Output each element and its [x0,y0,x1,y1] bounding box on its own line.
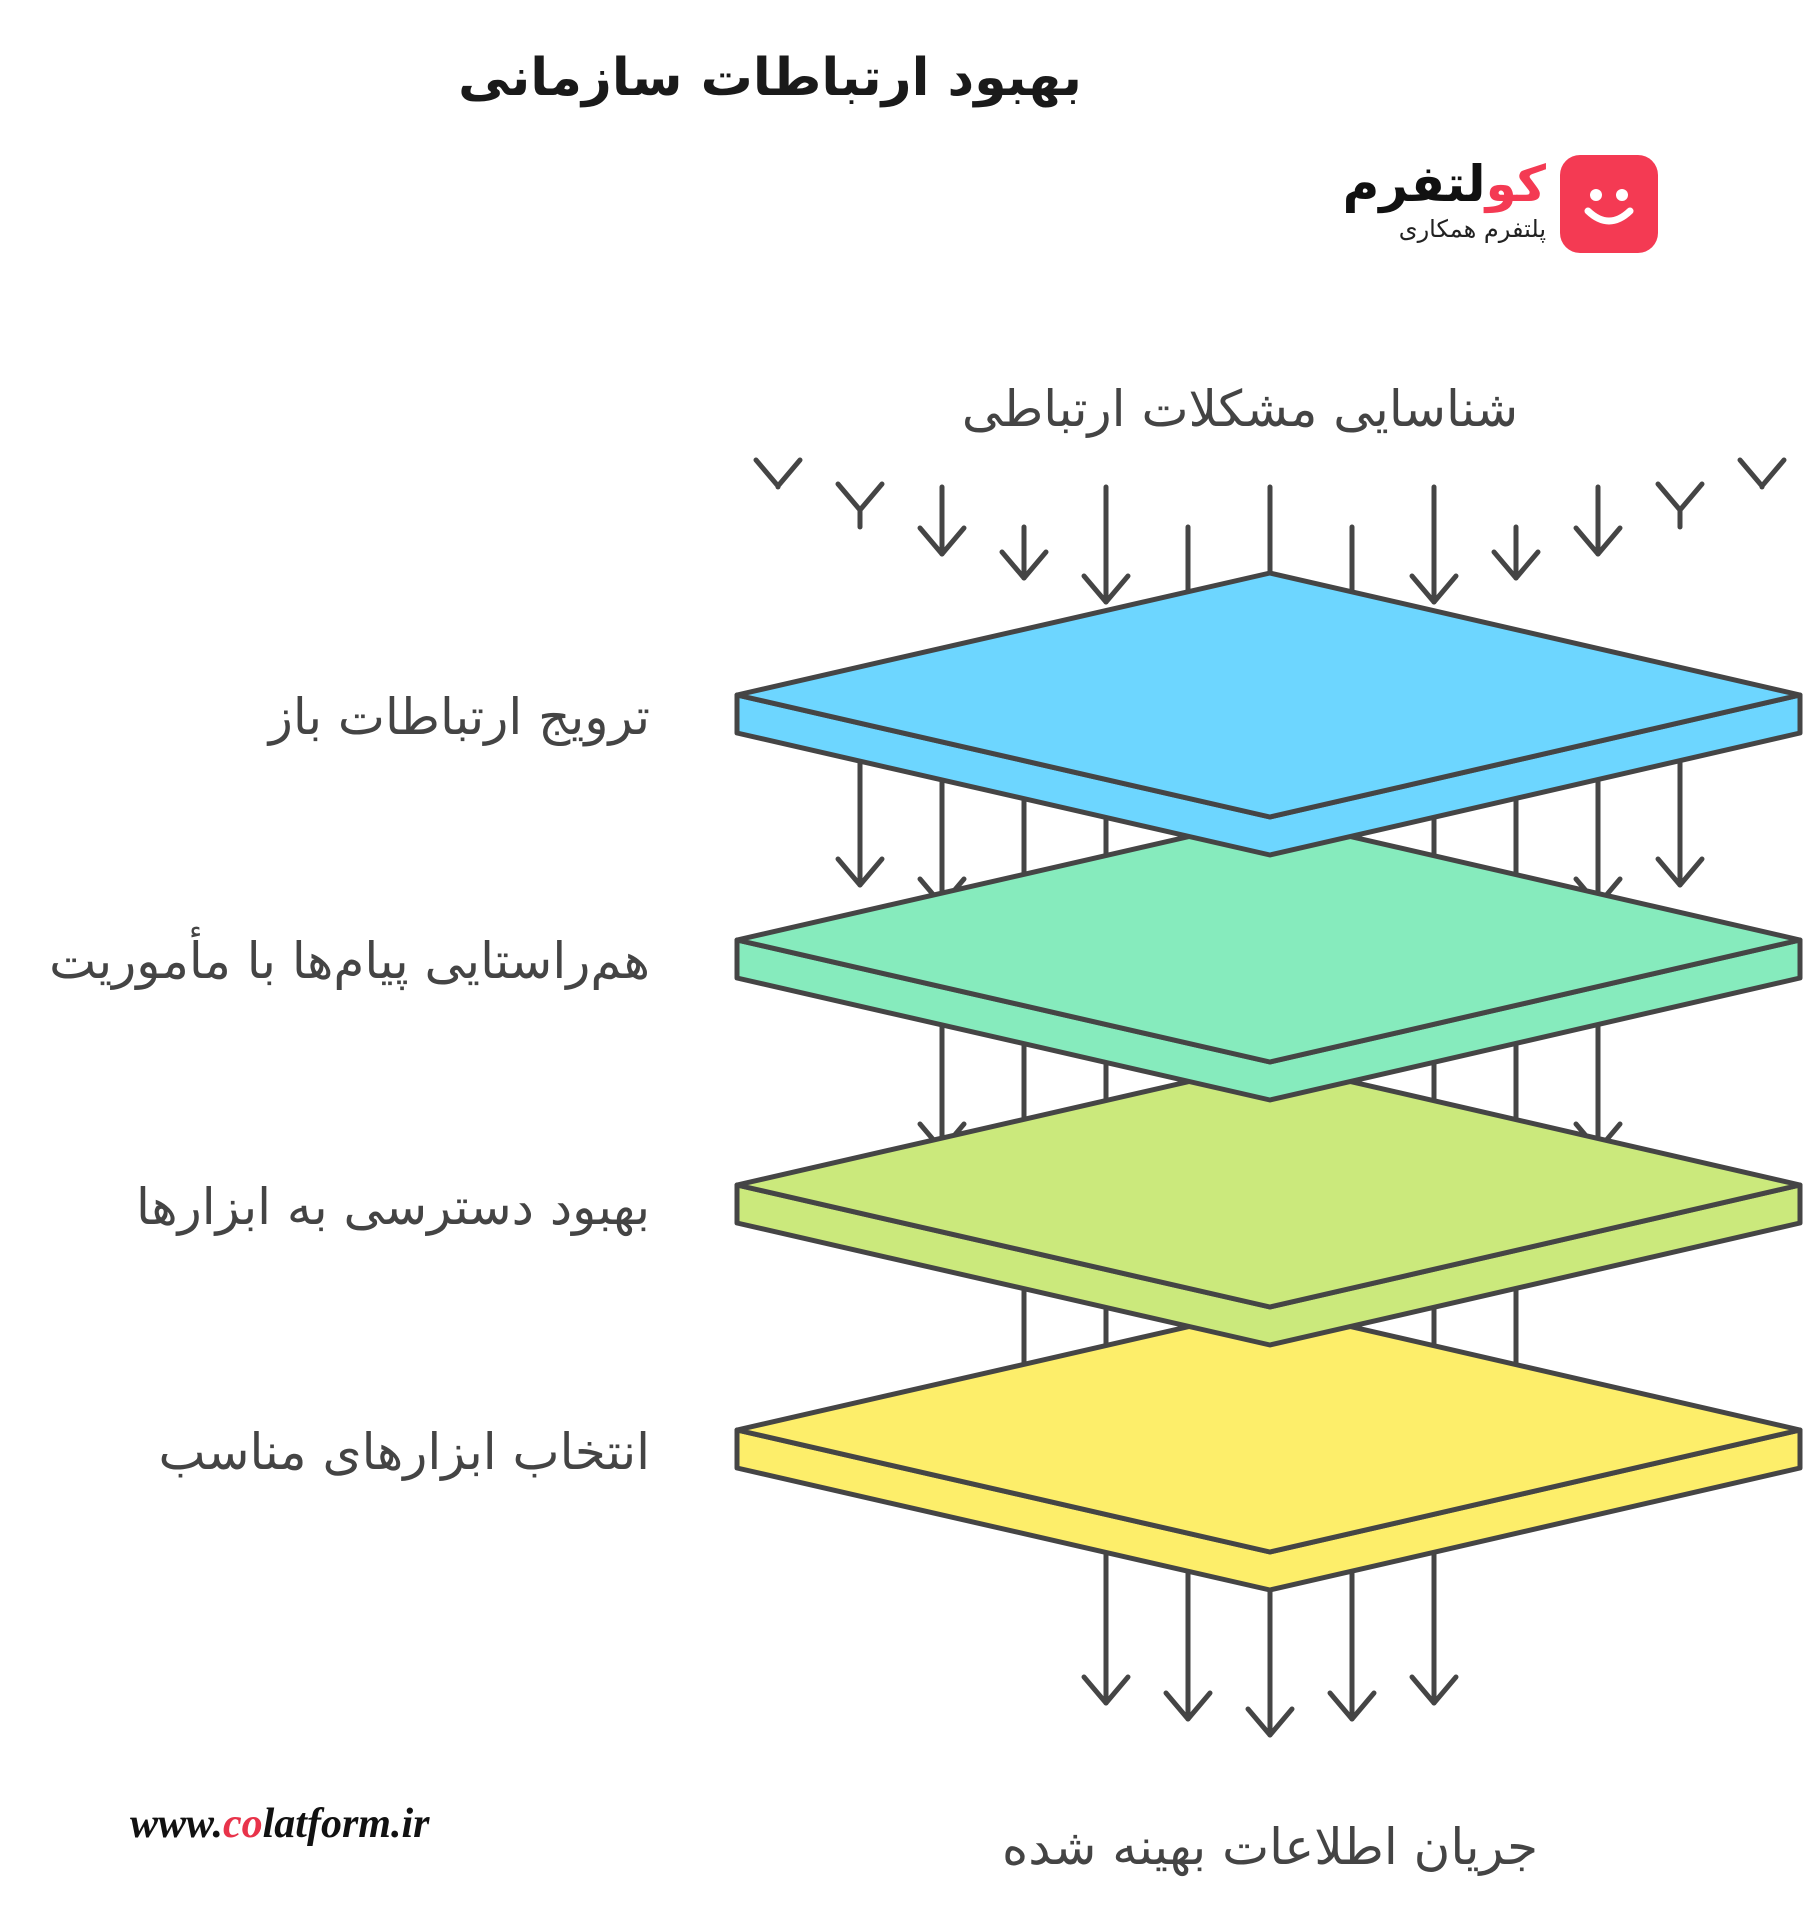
arrow-0-8 [1412,487,1456,602]
layer-3 [737,1063,1800,1345]
layer-label-2: هم‌راستایی پیام‌ها با مأموریت [49,932,650,990]
layer-2 [737,818,1800,1100]
website-url[interactable] [130,1800,430,1848]
arrow-0-11 [1658,484,1702,527]
arrow-4-3 [1330,1570,1374,1719]
layer-label-1: ترویج ارتباطات باز [268,688,650,746]
arrow-0-10 [1576,487,1620,554]
arrow-4-0 [1084,1550,1128,1703]
arrow-2-0 [920,1020,964,1150]
layers-group [737,573,1800,1590]
bottom-label: جریان اطلاعات بهینه شده [1002,1818,1538,1876]
arrow-0-4 [1084,487,1128,602]
arrow-0-0 [756,460,800,487]
layer-label-3: بهبود دسترسی به ابزارها [136,1178,650,1236]
arrow-4-2 [1248,1590,1292,1735]
brand-name-accent: کو [1485,155,1546,213]
top-label: شناسایی مشکلات ارتباطی [961,380,1519,438]
arrow-1-0 [838,755,882,885]
layer-4 [737,1308,1800,1590]
arrow-1-1 [920,775,964,905]
layer-1 [737,573,1800,855]
url-accent: co [222,1801,263,1847]
arrow-0-9 [1494,527,1538,578]
url-prefix: www. [130,1801,223,1847]
arrow-4-1 [1166,1570,1210,1719]
layer-top [737,573,1800,817]
page-title: بهبود ارتباطات سازمانی [458,48,1082,108]
arrow-2-8 [1576,1020,1620,1150]
arrow-0-3 [1002,527,1046,578]
url-suffix: latform.ir [262,1801,430,1847]
arrow-0-1 [838,484,882,527]
arrow-0-2 [920,487,964,554]
brand-tagline: پلتفرم همکاری [1398,215,1546,243]
layer-label-4: انتخاب ابزارهای مناسب [158,1423,650,1481]
arrow-4-4 [1412,1550,1456,1703]
arrow-0-12 [1740,460,1784,487]
arrow-1-10 [1658,755,1702,885]
brand-name-rest: لتفرم [1342,155,1486,213]
arrow-1-9 [1576,775,1620,905]
